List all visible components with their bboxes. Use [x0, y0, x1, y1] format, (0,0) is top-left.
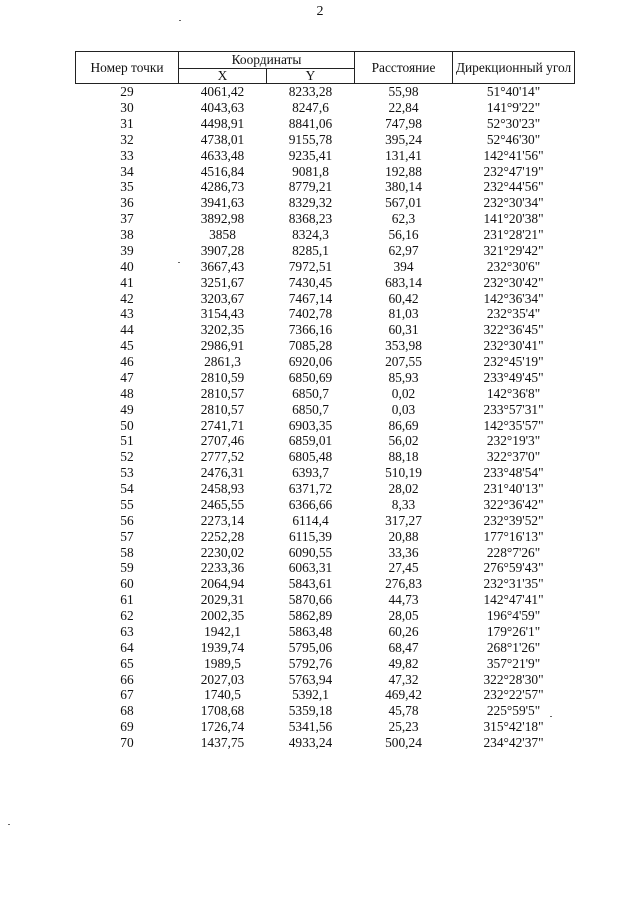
- y-cell: 6850,7: [292, 385, 329, 401]
- distance-cell: 510,19: [385, 465, 422, 481]
- x-cell: 2476,31: [200, 465, 245, 481]
- table-row: [76, 322, 575, 338]
- x-cell: 3203,67: [200, 290, 245, 306]
- y-cell: 6859,01: [288, 433, 333, 449]
- y-cell: 6393,7: [292, 465, 329, 481]
- x-cell: 1740,5: [204, 687, 241, 703]
- y-cell: 7085,28: [288, 338, 333, 354]
- table-row: [76, 481, 575, 497]
- table-row: [76, 417, 575, 433]
- x-cell: 2458,93: [200, 481, 245, 497]
- x-cell: 3858: [209, 227, 236, 243]
- table-row: [76, 703, 575, 719]
- direction-angle-cell: 232°35'4": [486, 306, 541, 322]
- y-cell: 8841,06: [288, 115, 333, 131]
- direction-angle-cell: 225°59'5": [486, 703, 541, 719]
- table-row: [76, 624, 575, 640]
- table-row: [76, 719, 575, 735]
- point-number-cell: 64: [120, 639, 134, 655]
- distance-cell: 85,93: [388, 369, 419, 385]
- distance-cell: 0,03: [391, 401, 416, 417]
- y-cell: 6920,06: [288, 354, 333, 370]
- point-number-cell: 56: [120, 512, 134, 528]
- table-row: [76, 433, 575, 449]
- point-number-cell: 63: [120, 623, 134, 639]
- distance-cell: 192,88: [385, 163, 422, 179]
- distance-cell: 25,23: [388, 719, 419, 735]
- point-number-cell: 65: [120, 655, 134, 671]
- distance-cell: 56,02: [388, 433, 419, 449]
- point-number-cell: 30: [120, 100, 134, 116]
- distance-cell: 380,14: [385, 179, 422, 195]
- point-number-cell: 44: [120, 322, 134, 338]
- header-x: X: [179, 69, 267, 84]
- header-distance: Расстояние: [355, 52, 453, 84]
- table-row: [76, 259, 575, 275]
- x-cell: 1939,74: [200, 639, 245, 655]
- distance-cell: 55,98: [388, 84, 419, 100]
- distance-cell: 683,14: [385, 274, 422, 290]
- distance-cell: 276,83: [385, 576, 422, 592]
- x-cell: 1437,75: [200, 735, 245, 751]
- direction-angle-cell: 177°16'13": [483, 528, 544, 544]
- x-cell: 2230,02: [200, 544, 245, 560]
- table-row: [76, 84, 575, 100]
- point-number-cell: 34: [120, 163, 134, 179]
- y-cell: 6371,72: [288, 481, 333, 497]
- distance-cell: 28,05: [388, 608, 419, 624]
- table-row: [76, 449, 575, 465]
- distance-cell: 86,69: [388, 417, 419, 433]
- direction-angle-cell: 231°40'13": [483, 481, 544, 497]
- x-cell: 2986,91: [200, 338, 245, 354]
- direction-angle-cell: 322°37'0": [486, 449, 541, 465]
- x-cell: 2233,36: [200, 560, 245, 576]
- y-cell: 8779,21: [288, 179, 333, 195]
- table-row: [76, 306, 575, 322]
- distance-cell: 353,98: [385, 338, 422, 354]
- point-number-cell: 40: [120, 258, 134, 274]
- x-cell: 2861,3: [204, 354, 241, 370]
- x-cell: 3667,43: [200, 258, 245, 274]
- table-row: [76, 290, 575, 306]
- direction-angle-cell: 141°9'22": [486, 100, 541, 116]
- direction-angle-cell: 51°40'14": [486, 84, 541, 100]
- distance-cell: 131,41: [385, 147, 422, 163]
- direction-angle-cell: 232°22'57": [483, 687, 544, 703]
- x-cell: 1989,5: [204, 655, 241, 671]
- point-number-cell: 45: [120, 338, 134, 354]
- direction-angle-cell: 232°30'42": [483, 274, 544, 290]
- table-row: [76, 354, 575, 370]
- table-row: [76, 211, 575, 227]
- scan-speck: [8, 824, 10, 825]
- y-cell: 7430,45: [288, 274, 333, 290]
- point-number-cell: 67: [120, 687, 134, 703]
- y-cell: 8324,3: [292, 227, 329, 243]
- direction-angle-cell: 232°30'6": [486, 258, 541, 274]
- point-number-cell: 43: [120, 306, 134, 322]
- y-cell: 9081,8: [292, 163, 329, 179]
- y-cell: 6114,4: [292, 512, 329, 528]
- y-cell: 5359,18: [288, 703, 333, 719]
- y-cell: 7366,16: [288, 322, 333, 338]
- direction-angle-cell: 233°48'54": [483, 465, 544, 481]
- table-row: [76, 179, 575, 195]
- x-cell: 2064,94: [200, 576, 245, 592]
- table-row: [76, 243, 575, 259]
- point-number-cell: 60: [120, 576, 134, 592]
- direction-angle-cell: 233°49'45": [483, 369, 544, 385]
- point-number-cell: 68: [120, 703, 134, 719]
- x-cell: 2810,59: [200, 369, 245, 385]
- distance-cell: 395,24: [385, 131, 422, 147]
- x-cell: 4286,73: [200, 179, 245, 195]
- x-cell: 2707,46: [200, 433, 245, 449]
- point-number-cell: 51: [120, 433, 134, 449]
- direction-angle-cell: 232°30'34": [483, 195, 544, 211]
- distance-cell: 47,32: [388, 671, 419, 687]
- y-cell: 8368,23: [288, 211, 333, 227]
- table-row: [76, 132, 575, 148]
- point-number-cell: 41: [120, 274, 134, 290]
- direction-angle-cell: 276°59'43": [483, 560, 544, 576]
- table-row: [76, 671, 575, 687]
- point-number-cell: 39: [120, 242, 134, 258]
- point-number-cell: 38: [120, 227, 134, 243]
- distance-cell: 49,82: [388, 655, 419, 671]
- y-cell: 8233,28: [288, 84, 333, 100]
- point-number-cell: 48: [120, 385, 134, 401]
- point-number-cell: 49: [120, 401, 134, 417]
- direction-angle-cell: 321°29'42": [483, 242, 544, 258]
- header-coordinates: Координаты: [179, 52, 355, 69]
- direction-angle-cell: 232°39'52": [483, 512, 544, 528]
- x-cell: 4498,91: [200, 115, 245, 131]
- y-cell: 6115,39: [288, 528, 333, 544]
- direction-angle-cell: 232°31'35": [483, 576, 544, 592]
- x-cell: 2029,31: [200, 592, 245, 608]
- y-cell: 7972,51: [288, 258, 333, 274]
- distance-cell: 20,88: [388, 528, 419, 544]
- direction-angle-cell: 142°36'8": [486, 385, 541, 401]
- table-row: [76, 370, 575, 386]
- distance-cell: 27,45: [388, 560, 419, 576]
- y-cell: 8329,32: [288, 195, 333, 211]
- table-row: [76, 116, 575, 132]
- x-cell: 4633,48: [200, 147, 245, 163]
- distance-cell: 33,36: [388, 544, 419, 560]
- x-cell: 2273,14: [200, 512, 245, 528]
- distance-cell: 62,3: [391, 211, 416, 227]
- table-row: [76, 227, 575, 243]
- x-cell: 1708,68: [200, 703, 245, 719]
- point-number-cell: 54: [120, 481, 134, 497]
- page-number: 2: [316, 4, 324, 19]
- point-number-cell: 70: [120, 735, 134, 751]
- y-cell: 5792,76: [288, 655, 333, 671]
- point-number-cell: 55: [120, 496, 134, 512]
- direction-angle-cell: 228°7'26": [486, 544, 541, 560]
- table-body: [76, 84, 575, 751]
- direction-angle-cell: 52°46'30": [486, 131, 541, 147]
- x-cell: 3154,43: [200, 306, 245, 322]
- x-cell: 4738,01: [200, 131, 245, 147]
- point-number-cell: 52: [120, 449, 134, 465]
- direction-angle-cell: 357°21'9": [486, 655, 541, 671]
- x-cell: 2252,28: [200, 528, 245, 544]
- distance-cell: 56,16: [388, 227, 419, 243]
- distance-cell: 60,31: [388, 322, 419, 338]
- distance-cell: 22,84: [388, 100, 419, 116]
- x-cell: 2810,57: [200, 385, 245, 401]
- direction-angle-cell: 234°42'37": [483, 735, 544, 751]
- point-number-cell: 42: [120, 290, 134, 306]
- table-row: [76, 402, 575, 418]
- direction-angle-cell: 232°19'3": [486, 433, 541, 449]
- direction-angle-cell: 142°47'41": [483, 592, 544, 608]
- x-cell: 1942,1: [204, 623, 241, 639]
- y-cell: 7467,14: [288, 290, 333, 306]
- direction-angle-cell: 141°20'38": [483, 211, 544, 227]
- x-cell: 2810,57: [200, 401, 245, 417]
- y-cell: 5795,06: [288, 639, 333, 655]
- direction-angle-cell: 52°30'23": [486, 115, 541, 131]
- distance-cell: 81,03: [388, 306, 419, 322]
- distance-cell: 317,27: [385, 512, 422, 528]
- y-cell: 5763,94: [288, 671, 333, 687]
- y-cell: 6850,7: [292, 401, 329, 417]
- scan-speck: [179, 20, 181, 21]
- table-row: [76, 640, 575, 656]
- direction-angle-cell: 232°30'41": [483, 338, 544, 354]
- y-cell: 6366,66: [288, 496, 333, 512]
- y-cell: 5863,48: [288, 623, 333, 639]
- table-row: [76, 275, 575, 291]
- point-number-cell: 46: [120, 354, 134, 370]
- distance-cell: 394: [393, 258, 414, 274]
- table-row: [76, 544, 575, 560]
- point-number-cell: 62: [120, 608, 134, 624]
- header-direction-angle: Дирекционный угол: [453, 52, 575, 84]
- y-cell: 6903,35: [288, 417, 333, 433]
- direction-angle-cell: 315°42'18": [483, 719, 544, 735]
- point-number-cell: 58: [120, 544, 134, 560]
- x-cell: 3892,98: [200, 211, 245, 227]
- distance-cell: 567,01: [385, 195, 422, 211]
- direction-angle-cell: 322°36'45": [483, 322, 544, 338]
- scan-speck: [178, 262, 180, 263]
- distance-cell: 88,18: [388, 449, 419, 465]
- y-cell: 6850,69: [288, 369, 333, 385]
- table-row: [76, 100, 575, 116]
- point-number-cell: 69: [120, 719, 134, 735]
- point-number-cell: 36: [120, 195, 134, 211]
- distance-cell: 44,73: [388, 592, 419, 608]
- distance-cell: 500,24: [385, 735, 422, 751]
- x-cell: 2465,55: [200, 496, 245, 512]
- table-row: [76, 513, 575, 529]
- header-point-number: Номер точки: [76, 52, 179, 84]
- table-row: [76, 592, 575, 608]
- y-cell: 5392,1: [292, 687, 329, 703]
- x-cell: 2002,35: [200, 608, 245, 624]
- y-cell: 4933,24: [288, 735, 333, 751]
- y-cell: 8285,1: [292, 242, 329, 258]
- point-number-cell: 33: [120, 147, 134, 163]
- distance-cell: 8,33: [391, 496, 416, 512]
- point-number-cell: 31: [120, 115, 134, 131]
- distance-cell: 45,78: [388, 703, 419, 719]
- point-number-cell: 37: [120, 211, 134, 227]
- point-number-cell: 61: [120, 592, 134, 608]
- distance-cell: 207,55: [385, 354, 422, 370]
- y-cell: 6063,31: [288, 560, 333, 576]
- table-row: [76, 465, 575, 481]
- coordinates-table: [75, 51, 575, 751]
- direction-angle-cell: 231°28'21": [483, 227, 544, 243]
- x-cell: 4061,42: [200, 84, 245, 100]
- table-row: [76, 608, 575, 624]
- distance-cell: 469,42: [385, 687, 422, 703]
- direction-angle-cell: 322°28'30": [483, 671, 544, 687]
- x-cell: 2027,03: [200, 671, 245, 687]
- point-number-cell: 53: [120, 465, 134, 481]
- y-cell: 5341,56: [288, 719, 333, 735]
- table-row: [76, 148, 575, 164]
- table-row: [76, 576, 575, 592]
- y-cell: 5843,61: [288, 576, 333, 592]
- direction-angle-cell: 322°36'42": [483, 496, 544, 512]
- table-row: [76, 735, 575, 751]
- x-cell: 3907,28: [200, 242, 245, 258]
- y-cell: 9235,41: [288, 147, 333, 163]
- direction-angle-cell: 196°4'59": [486, 608, 541, 624]
- direction-angle-cell: 268°1'26": [486, 639, 541, 655]
- y-cell: 6805,48: [288, 449, 333, 465]
- distance-cell: 60,26: [388, 623, 419, 639]
- y-cell: 5862,89: [288, 608, 333, 624]
- distance-cell: 28,02: [388, 481, 419, 497]
- direction-angle-cell: 233°57'31": [483, 401, 544, 417]
- point-number-cell: 59: [120, 560, 134, 576]
- y-cell: 6090,55: [288, 544, 333, 560]
- point-number-cell: 47: [120, 369, 134, 385]
- table-row: [76, 497, 575, 513]
- y-cell: 7402,78: [288, 306, 333, 322]
- direction-angle-cell: 142°35'57": [483, 417, 544, 433]
- x-cell: 3202,35: [200, 322, 245, 338]
- y-cell: 5870,66: [288, 592, 333, 608]
- point-number-cell: 66: [120, 671, 134, 687]
- direction-angle-cell: 142°36'34": [483, 290, 544, 306]
- table-row: [76, 529, 575, 545]
- x-cell: 2777,52: [200, 449, 245, 465]
- x-cell: 4516,84: [200, 163, 245, 179]
- direction-angle-cell: 232°45'19": [483, 354, 544, 370]
- point-number-cell: 50: [120, 417, 134, 433]
- direction-angle-cell: 232°47'19": [483, 163, 544, 179]
- x-cell: 2741,71: [200, 417, 245, 433]
- y-cell: 9155,78: [288, 131, 333, 147]
- distance-cell: 62,97: [388, 242, 419, 258]
- scan-speck: [550, 716, 552, 717]
- point-number-cell: 35: [120, 179, 134, 195]
- header-y: Y: [267, 69, 355, 84]
- table-row: [76, 560, 575, 576]
- table-row: [76, 386, 575, 402]
- point-number-cell: 32: [120, 131, 134, 147]
- direction-angle-cell: 232°44'56": [483, 179, 544, 195]
- x-cell: 3251,67: [200, 274, 245, 290]
- distance-cell: 68,47: [388, 639, 419, 655]
- direction-angle-cell: 142°41'56": [483, 147, 544, 163]
- table-row: [76, 338, 575, 354]
- distance-cell: 0,02: [391, 385, 416, 401]
- x-cell: 3941,63: [200, 195, 245, 211]
- x-cell: 1726,74: [200, 719, 245, 735]
- distance-cell: 747,98: [385, 115, 422, 131]
- x-cell: 4043,63: [200, 100, 245, 116]
- table-row: [76, 687, 575, 703]
- table-row: [76, 195, 575, 211]
- point-number-cell: 57: [120, 528, 134, 544]
- direction-angle-cell: 179°26'1": [486, 623, 541, 639]
- y-cell: 8247,6: [292, 100, 329, 116]
- point-number-cell: 29: [120, 84, 134, 100]
- distance-cell: 60,42: [388, 290, 419, 306]
- table-row: [76, 163, 575, 179]
- table-row: [76, 656, 575, 672]
